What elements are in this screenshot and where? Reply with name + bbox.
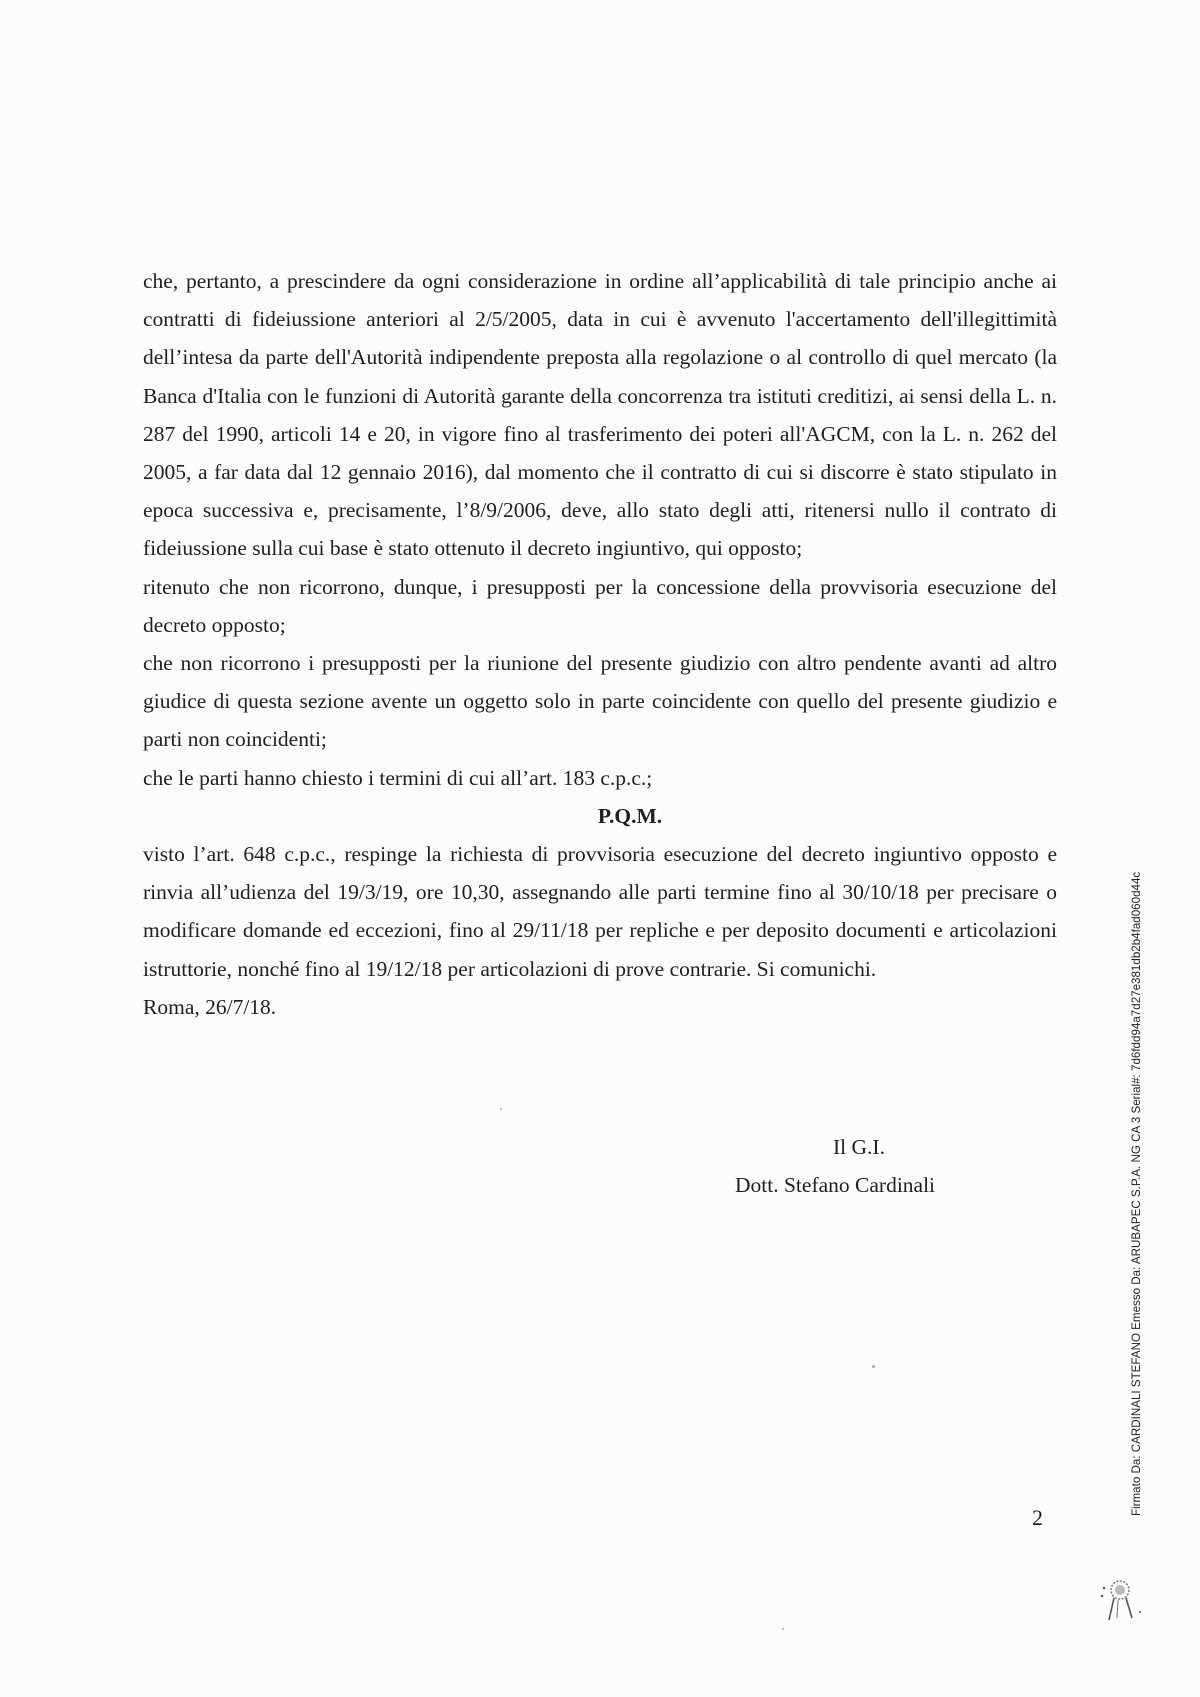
digital-signature-stamp: Firmato Da: CARDINALI STEFANO Emesso Da: ARUBAPEC S.P.A. NG CA 3 Serial#: 7d6fdd94a7d27e381db2b4fad060d44c bbox=[1130, 871, 1143, 1516]
paragraph-no-joinder: che non ricorrono i presupposti per la riunione del presente giudizio con altro pendente avanti ad altro giudice di questa sezione avente un oggetto solo in parte coincidente con quello del presente giudizio e parti non coincidenti; bbox=[143, 651, 1057, 752]
paragraph-terms-requested: che le parti hanno chiesto i termini di cui all’art. 183 c.p.c.; bbox=[143, 765, 653, 790]
judge-name: Dott. Stefano Cardinali bbox=[735, 1173, 936, 1197]
pqm-heading: P.Q.M. bbox=[597, 803, 663, 828]
seal-icon bbox=[1090, 1568, 1150, 1628]
page-number: 2 bbox=[1032, 1505, 1043, 1530]
place-date: Roma, 26/7/18. bbox=[143, 994, 277, 1019]
paragraph-decision: visto l’art. 648 c.p.c., respinge la richiesta di provvisoria esecuzione del decreto ingiuntivo opposto e rinvia all’udienza del 19/3/19, ore 10,30, assegnando alle parti termine fino al 30/10/18 per precisare o modificare domande ed eccezioni, fino al 29/11/18 per repliche e per deposito documenti e articolazioni istruttorie, nonché fino al 19/12/18 per articolazioni di prove contrarie. Si comunichi. bbox=[143, 842, 1057, 981]
paragraph-reasoning: che, pertanto, a prescindere da ogni considerazione in ordine all’applicabilità di tale principio anche ai contratti di fideiussione anteriori al 2/5/2005, data in cui è avvenuto l'accertamento dell'illegittimità dell’intesa da parte dell'Autorità indipendente preposta alla regolazione o al controllo di quel mercato (la Banca d'Italia con le funzioni di Autorità garante della concorrenza tra istituti creditizi, ai sensi della L. n. 287 del 1990, articoli 14 e 20, in vigore fino al trasferimento dei poteri all'AGCM, con la L. n. 262 del 2005, a far data dal 12 gennaio 2016), dal momento che il contratto di cui si discorre è stato stipulato in epoca successiva e, precisamente, l’8/9/2006, deve, allo stato degli atti, ritenersi nullo il contrato di fideiussione sulla cui base è stato ottenuto il decreto ingiuntivo, qui opposto; bbox=[143, 269, 1057, 561]
signature-block bbox=[735, 1128, 995, 1204]
scan-speck bbox=[782, 1628, 784, 1630]
document-body bbox=[143, 262, 1057, 1026]
scan-speck bbox=[500, 1108, 502, 1110]
judge-title: Il G.I. bbox=[833, 1135, 885, 1159]
scan-speck bbox=[872, 1365, 875, 1368]
paragraph-no-provisional-execution: ritenuto che non ricorrono, dunque, i presupposti per la concessione della provvisoria esecuzione del decreto opposto; bbox=[143, 574, 1057, 637]
